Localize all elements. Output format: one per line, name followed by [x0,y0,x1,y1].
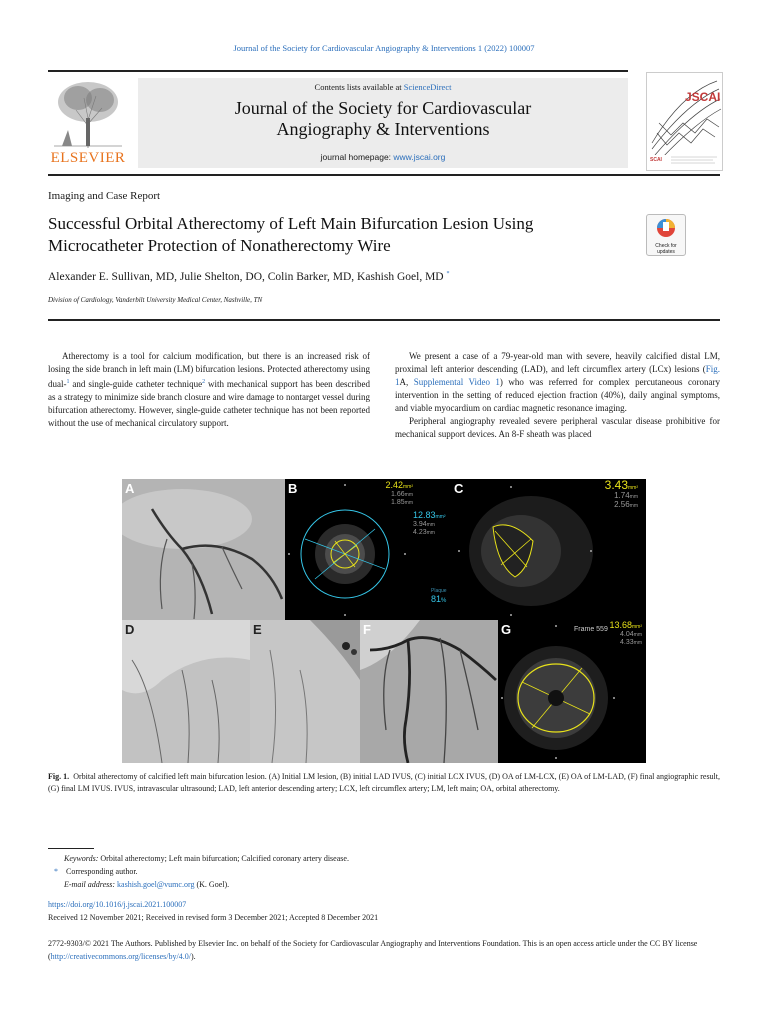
measure-value: 4.33 [620,639,634,646]
cover-brand: JSCAI [685,90,721,104]
panel-d-angiogram [122,620,250,763]
supplemental-video-link[interactable]: Supplemental Video 1 [413,377,500,387]
homepage-prefix: journal homepage: [320,152,394,162]
article-type: Imaging and Case Report [48,190,161,202]
license-link[interactable]: http://creativecommons.org/licenses/by/4.0/ [50,952,191,961]
homepage-link[interactable]: www.jscai.org [393,152,446,162]
corresponding-author-mark[interactable]: * [446,271,450,278]
corresponding-mark: * [54,867,58,876]
measure-unit: mm [404,492,413,498]
elsevier-logo [48,78,128,168]
affiliation: Division of Cardiology, Vanderbilt University Medical Center, Nashville, TN [48,296,263,304]
keywords-label: Keywords: [64,854,99,863]
paragraph: Peripheral angiography revealed severe peripheral vascular disease prohibitive for mechanical support devices. An 8-F sheath was placed [395,416,720,439]
text-run: Atherectomy is a tool for calcium modification, but there is an increased risk of losing the side branch in left main (LM) bifurcation lesions. Protected atherectomy using dual- [48,351,370,389]
body-column-left [48,350,370,430]
author-list [48,271,450,283]
crossmark-icon [656,218,676,238]
crossmark-label: Check for updates [655,243,677,255]
affiliation-rule [48,319,720,321]
measure-value: 3.43 [604,479,628,492]
text-run: ) who was referred for complex percutaneous coronary intervention in the setting of reduced ejection fraction (40%), daily anginal symptoms, and viable myocardium on cardiac magnetic resonance imaging. [395,377,720,413]
keywords-line [48,852,720,865]
measure-value: 4.23 [413,529,427,536]
authors-text: Alexander E. Sullivan, MD, Julie Shelton, DO, Colin Barker, MD, Kashish Goel, MD [48,271,444,283]
caption-text: Orbital atherectomy of calcified left main bifurcation lesion. (A) Initial LM lesion, (B) initial LAD IVUS, (C) initial LCX IVUS, (D) OA of LM-LCX, (E) OA of LM-LAD, (F) final angiographic result, (G) final LM IVUS. IVUS, intravascular ultrasound; LAD, left anterior descending artery; LCX, left circumflex artery; LM, left main; OA, orbital atherectomy. [48,772,721,793]
panel-label: C [454,481,464,496]
measure-unit: mm [629,494,638,500]
measure-unit: mm [629,503,638,509]
masthead-rule [48,174,720,176]
ivus-b-plaque [431,587,447,605]
plaque-unit: % [441,598,447,604]
measure-value: 2.42 [385,480,403,490]
contents-line [138,82,628,92]
email-link[interactable]: kashish.goel@vumc.org [117,880,195,889]
panel-b-ivus [285,479,451,620]
paragraph [48,350,370,430]
elsevier-tree-icon [48,78,128,150]
measure-unit: mm [426,530,435,536]
ivus-g-measure [609,621,642,647]
measure-value: 12.83 [413,510,436,520]
figure-1[interactable] [122,479,646,763]
contents-prefix: Contents lists available at [314,82,404,92]
plaque-value: 81 [431,594,442,604]
article-title [48,213,608,257]
journal-cover-image[interactable] [646,72,723,171]
doi-block [48,898,720,924]
measure-value: 1.74 [614,491,630,500]
measure-unit: mm [633,640,642,646]
journal-title-line2: Angiography & Interventions [276,119,490,139]
measure-unit: mm [404,500,413,506]
measure-value: 1.85 [391,499,405,506]
measure-unit: mm² [628,485,638,491]
measure-unit: mm [633,632,642,638]
figure-caption [48,771,720,795]
ivus-b-image [285,479,451,620]
measure-unit: mm² [632,624,642,630]
corresponding-line [48,865,720,878]
body-column-right [395,350,720,441]
ivus-b-top-measure [385,481,413,507]
elsevier-wordmark: ELSEVIER [50,150,126,166]
measure-value: 13.68 [609,620,632,630]
measure-unit: mm [426,522,435,528]
footnote-rule [48,848,94,849]
measure-value: 1.66 [391,491,405,498]
panel-label: F [363,622,371,637]
homepage-line [138,152,628,162]
running-head[interactable]: Journal of the Society for Cardiovascular Angiography & Interventions 1 (2022) 100007 [233,43,535,53]
check-for-updates-button[interactable] [646,214,686,256]
figure-link[interactable]: Fig. 1 [395,364,720,387]
citation-link[interactable]: 2 [202,379,206,385]
cover-artwork [647,73,722,170]
ivus-b-mid-measure [413,511,446,537]
angiogram-a-image [122,479,285,620]
panel-e-angiogram [250,620,360,763]
license-text: 2772-9303/© 2021 The Authors. Published by Elsevier Inc. on behalf of the Society for Cardiovascular Angiography and Interventions Foundation. This is an open access article under the CC BY license ( [48,939,698,961]
measure-value: 3.94 [413,521,427,528]
header-rule [48,70,628,72]
corresponding-text: Corresponding author. [64,867,138,876]
panel-label: D [125,622,135,637]
measure-unit: mm² [403,484,413,490]
angiogram-f-image [360,620,498,763]
cover-footer: SCAI [650,157,662,163]
footnotes [48,852,720,891]
sciencedirect-link[interactable]: ScienceDirect [403,82,452,92]
text-run: and single-guide catheter technique [69,379,203,389]
journal-title-line1: Journal of the Society for Cardiovascular [234,98,532,118]
plaque-label: Plaque [431,588,447,594]
panel-a-angiogram [122,479,285,620]
article-title-line2: Microcatheter Protection of Nonatherectomy Wire [48,236,391,255]
keywords-text: Orbital atherectomy; Left main bifurcation; Calcified coronary artery disease. [98,854,349,863]
text-run: We present a case of a 79-year-old man with severe, heavily calcified distal LM, proximal left anterior descending (LAD), and left circumflex artery (LCx) lesions ( [395,351,720,374]
license-text-end: ). [190,952,196,961]
caption-label: Fig. 1. [48,772,70,781]
text-run: with mechanical support has been described as a strategy to minimize side branch closure and wire damage to nontarget vessel during bifurcation atherectomy. However, single-guide catheter technique has not been reported without the use of mechanical circulatory support. [48,379,370,428]
email-suffix: (K. Goel). [194,880,230,889]
panel-label: A [125,481,135,496]
measure-unit: mm² [435,514,446,520]
text-run: A, [399,377,414,387]
panel-g-ivus [498,620,646,763]
paragraph [395,350,720,415]
ivus-g-frame: Frame 559 [574,626,608,633]
received-dates: Received 12 November 2021; Received in revised form 3 December 2021; Accepted 8 December 2021 [48,913,379,922]
angiogram-e-image [250,620,360,763]
journal-masthead [138,78,628,168]
panel-label: E [253,622,262,637]
measure-value: 4.04 [620,631,634,638]
article-title-line1: Successful Orbital Atherectomy of Left Main Bifurcation Lesion Using [48,214,534,233]
license-block [48,937,720,963]
ivus-c-measure [605,481,638,510]
email-label: E-mail address: [64,880,116,889]
panel-c-ivus [451,479,646,620]
angiogram-d-image [122,620,250,763]
email-line [48,878,720,891]
doi-link[interactable]: https://doi.org/10.1016/j.jscai.2021.100007 [48,900,187,909]
panel-label: G [501,622,512,637]
citation-link[interactable]: 1 [66,379,70,385]
measure-value: 2.56 [614,500,630,509]
journal-title [138,98,628,140]
panel-f-angiogram [360,620,498,763]
panel-label: B [288,481,298,496]
